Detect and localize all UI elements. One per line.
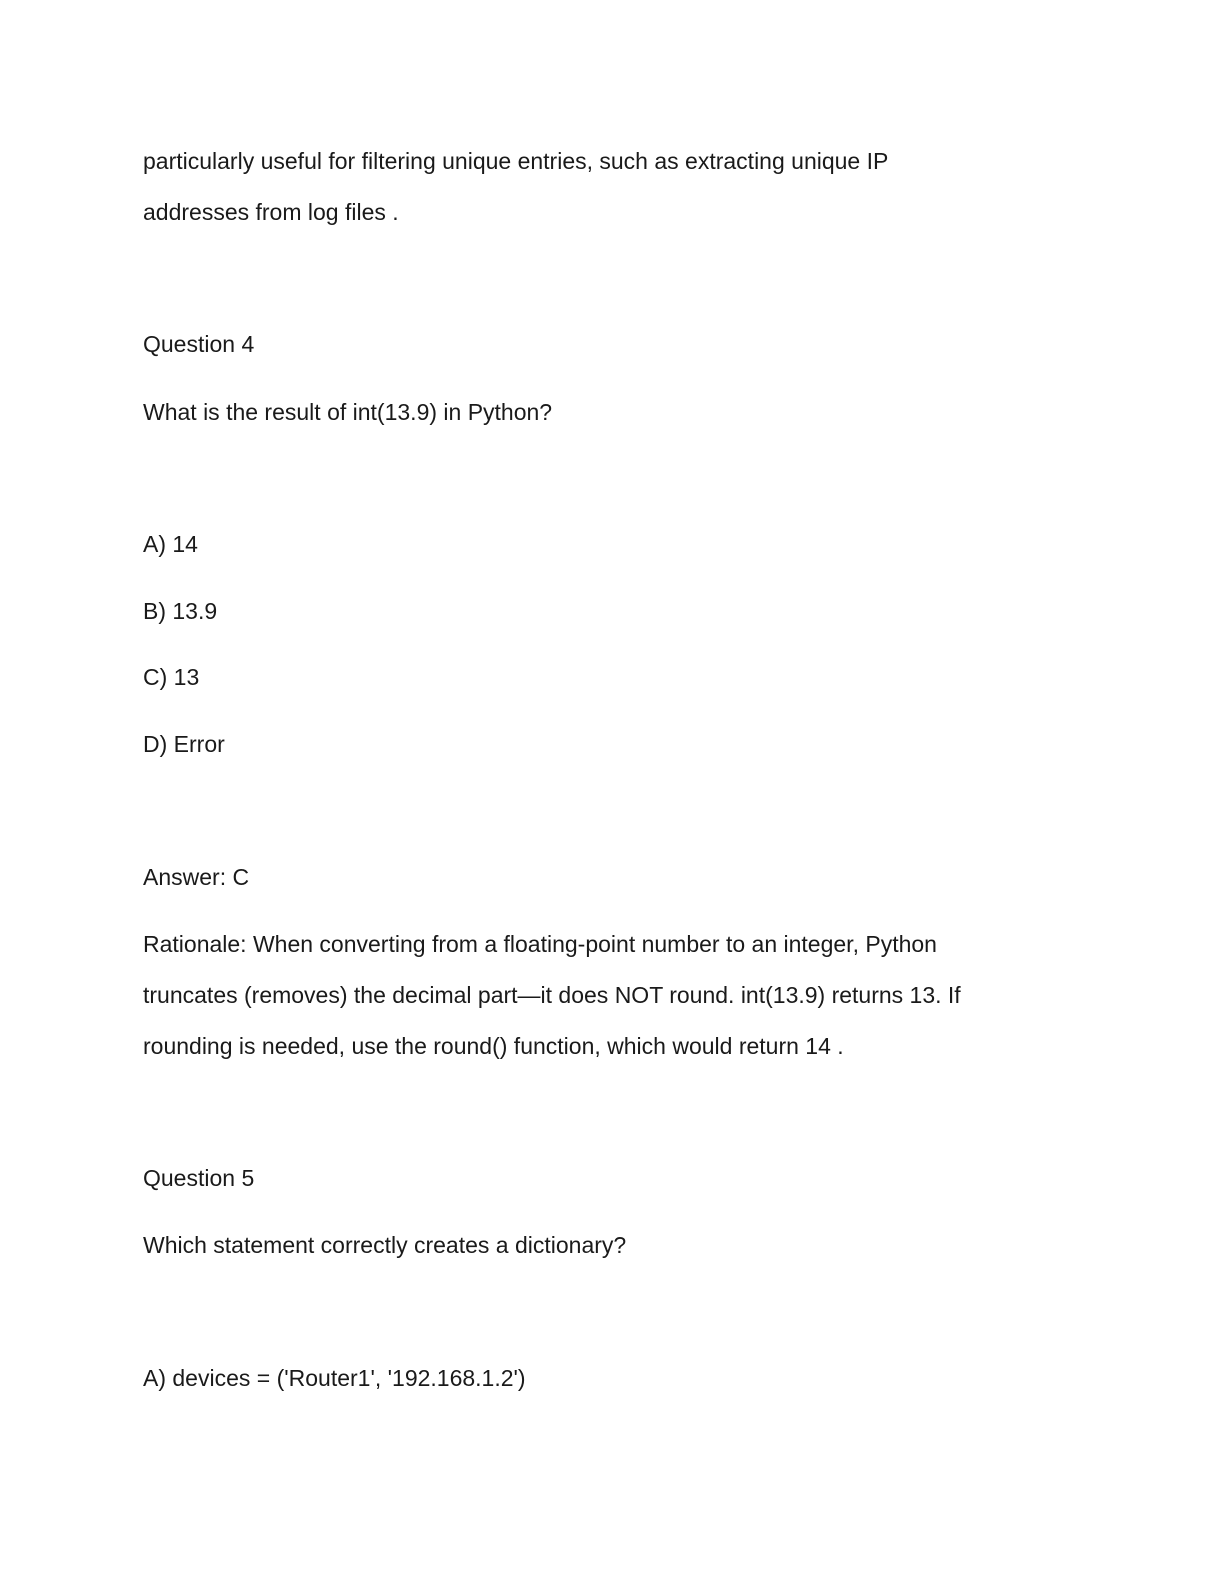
- question-5-prompt: Which statement correctly creates a dictionary?: [143, 1232, 627, 1258]
- question-4-prompt: What is the result of int(13.9) in Python?: [143, 399, 553, 425]
- question-4-option-c: C) 13: [143, 664, 200, 690]
- question-4-option-a: A) 14: [143, 531, 198, 557]
- question-4-rationale-line-2: truncates (removes) the decimal part—it does NOT round. int(13.9) returns 13. If: [143, 982, 961, 1008]
- question-4-rationale-line-3: rounding is needed, use the round() function, which would return 14 .: [143, 1033, 844, 1059]
- question-4-option-d: D) Error: [143, 731, 225, 757]
- intro-line-1: particularly useful for filtering unique entries, such as extracting unique IP: [143, 148, 889, 174]
- intro-line-2: addresses from log files .: [143, 199, 399, 225]
- question-4-heading: Question 4: [143, 331, 255, 357]
- question-4-answer: Answer: C: [143, 864, 250, 890]
- question-4-option-b: B) 13.9: [143, 598, 218, 624]
- question-4-rationale-line-1: Rationale: When converting from a floating-point number to an integer, Python: [143, 931, 937, 957]
- question-5-option-a: A) devices = ('Router1', '192.168.1.2'): [143, 1365, 526, 1391]
- question-5-heading: Question 5: [143, 1165, 255, 1191]
